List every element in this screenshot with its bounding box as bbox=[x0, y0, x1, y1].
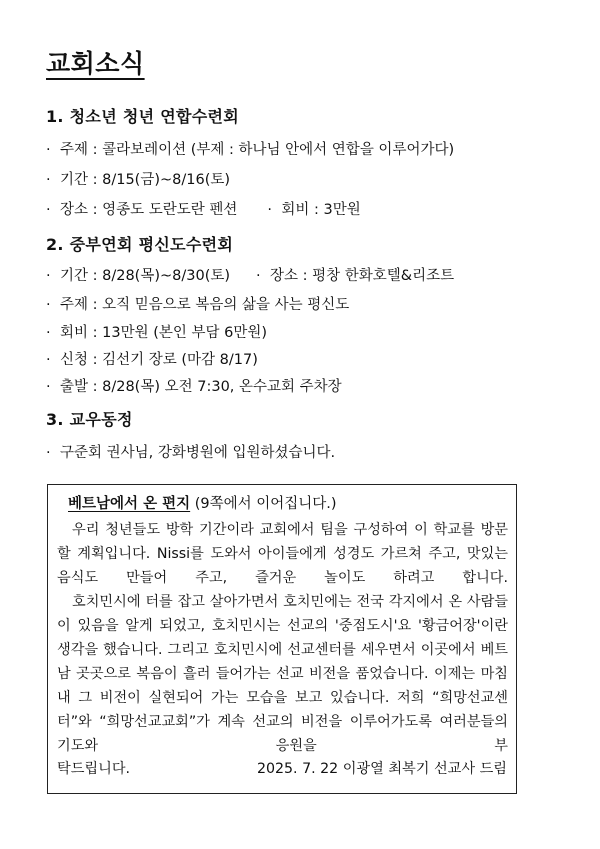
item-text: 회비 : 13만원 (본인 부담 6만원) bbox=[60, 325, 267, 341]
list-item bbox=[46, 293, 349, 314]
item-text: 회비 : 3만원 bbox=[281, 202, 361, 218]
list-item bbox=[46, 168, 230, 189]
letter-continued-note: (9쪽에서 이어집니다.) bbox=[194, 496, 337, 512]
bullet-icon: · bbox=[46, 325, 51, 341]
item-text: 구준회 권사님, 강화병원에 입원하셨습니다. bbox=[60, 445, 336, 461]
item-text: 신청 : 김선기 장로 (마감 8/17) bbox=[60, 352, 258, 368]
list-item bbox=[46, 441, 335, 462]
bullet-icon: · bbox=[46, 172, 51, 188]
bullet-icon: · bbox=[46, 268, 51, 284]
page-title: 교회소식 bbox=[46, 49, 145, 78]
item-text: 기간 : 8/15(금)~8/16(토) bbox=[60, 172, 231, 188]
item-text: 주제 : 오직 믿음으로 복음의 삶을 사는 평신도 bbox=[60, 297, 350, 313]
letter-sender: 이광열 최복기 선교사 드림 bbox=[342, 761, 507, 777]
section-heading-member-news: 3. 교우동정 bbox=[46, 410, 133, 429]
letter-paragraph: 호치민시에 터를 잡고 살아가면서 호치민에는 전국 각지에서 온 사람들이 있음을 알게 되었고, 호치민시는 선교의 '중점도시'요 '황금어장'이란 생각을 했습니다. 그리고 호치민시에 선교센터를 세우면서 이곳에서 베트남 곳곳으로 복음이 흘러 들어가는 선교 비전을 품었습니다. 이제는 마침내 그 비전이 실현되어 가는 모습을 보고 있습니다. 저희 “희망선교센터”와 “희망선교교회”가 계속 선교의 비전을 이루어가도록 여러분들의 기도와 응원을 부 bbox=[57, 594, 508, 754]
bullet-icon: · bbox=[46, 142, 51, 158]
item-text: 기간 : 8/28(목)~8/30(토) bbox=[60, 268, 231, 284]
bullet-icon: · bbox=[46, 445, 51, 461]
list-item bbox=[46, 375, 342, 396]
bullet-icon: · bbox=[46, 352, 51, 368]
item-text: 장소 : 영종도 도란도란 펜션 bbox=[60, 202, 238, 218]
list-item bbox=[46, 198, 361, 219]
bullet-icon: · bbox=[46, 297, 51, 313]
letter-date: 2025. 7. 22 bbox=[256, 761, 339, 777]
bullet-icon: · bbox=[46, 202, 51, 218]
letter-signature bbox=[257, 758, 507, 778]
section-heading-lay-retreat: 2. 중부연회 평신도수련회 bbox=[46, 235, 234, 254]
letter-heading bbox=[68, 492, 337, 513]
item-text: 장소 : 평창 한화호텔&리조트 bbox=[270, 268, 455, 284]
list-item bbox=[46, 348, 258, 369]
list-item bbox=[46, 138, 454, 159]
item-text: 출발 : 8/28(목) 오전 7:30, 온수교회 주차장 bbox=[60, 379, 342, 395]
list-item bbox=[46, 264, 454, 285]
letter-title: 베트남에서 온 편지 bbox=[68, 496, 191, 512]
section-heading-youth-retreat: 1. 청소년 청년 연합수련회 bbox=[46, 107, 239, 126]
bullet-icon: · bbox=[267, 202, 273, 218]
list-item bbox=[46, 321, 267, 342]
bullet-icon: · bbox=[256, 268, 261, 284]
bullet-icon: · bbox=[46, 379, 51, 395]
letter-paragraph: 우리 청년들도 방학 기간이라 교회에서 팀을 구성하여 이 학교를 방문할 계획입니다. Nissi를 도와서 아이들에게 성경도 가르쳐 주고, 맛있는 음식도 만들어 주고, 즐거운 놀이도 하려고 합니다. bbox=[57, 522, 508, 586]
letter-closing-fill: 탁드립니다. bbox=[57, 761, 131, 777]
item-text: 주제 : 콜라보레이션 (부제 : 하나님 안에서 연합을 이루어가다) bbox=[60, 142, 455, 158]
letter-body bbox=[57, 518, 508, 758]
letter-box bbox=[47, 484, 517, 794]
